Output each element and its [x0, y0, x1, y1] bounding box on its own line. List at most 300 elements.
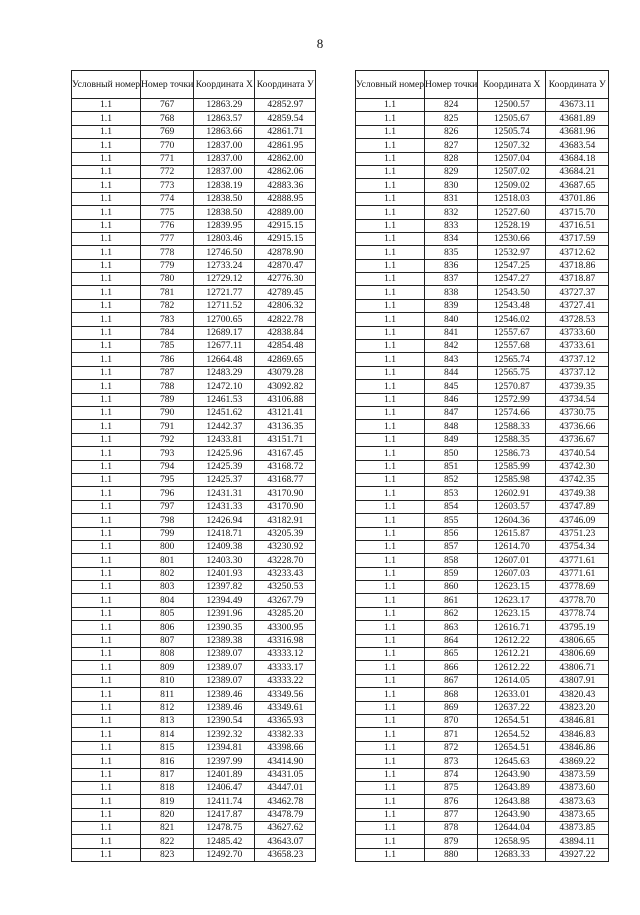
- cell-x: 12721.77: [194, 286, 255, 299]
- cell-code: 1.1: [356, 634, 425, 647]
- cell-x: 12616.71: [478, 621, 546, 634]
- cell-x: 12837.00: [194, 152, 255, 165]
- cell-point-number: 867: [425, 674, 478, 687]
- cell-y: 43333.22: [255, 674, 316, 687]
- cell-code: 1.1: [356, 795, 425, 808]
- cell-x: 12483.29: [194, 366, 255, 379]
- cell-code: 1.1: [356, 125, 425, 138]
- cell-code: 1.1: [356, 540, 425, 553]
- cell-x: 12433.81: [194, 433, 255, 446]
- cell-code: 1.1: [356, 514, 425, 527]
- table-row: [356, 380, 609, 393]
- table-row: [356, 152, 609, 165]
- cell-code: 1.1: [72, 554, 141, 567]
- cell-point-number: 768: [141, 112, 194, 125]
- cell-point-number: 827: [425, 139, 478, 152]
- cell-x: 12431.31: [194, 487, 255, 500]
- cell-code: 1.1: [356, 139, 425, 152]
- cell-x: 12394.81: [194, 741, 255, 754]
- table-row: [356, 326, 609, 339]
- table-row: [72, 848, 316, 861]
- cell-y: 43730.75: [546, 406, 609, 419]
- table-row: [72, 273, 316, 286]
- cell-point-number: 828: [425, 152, 478, 165]
- cell-x: 12485.42: [194, 835, 255, 848]
- cell-code: 1.1: [356, 165, 425, 178]
- cell-y: 43627.62: [255, 822, 316, 835]
- cell-y: 43684.18: [546, 152, 609, 165]
- table-body-right: [356, 99, 609, 862]
- cell-point-number: 804: [141, 594, 194, 607]
- cell-x: 12643.90: [478, 808, 546, 821]
- cell-x: 12644.04: [478, 822, 546, 835]
- cell-y: 43740.54: [546, 447, 609, 460]
- cell-code: 1.1: [72, 701, 141, 714]
- cell-code: 1.1: [72, 326, 141, 339]
- cell-point-number: 770: [141, 139, 194, 152]
- cell-x: 12518.03: [478, 192, 546, 205]
- table-row: [356, 540, 609, 553]
- cell-x: 12547.25: [478, 259, 546, 272]
- cell-x: 12588.35: [478, 433, 546, 446]
- cell-code: 1.1: [72, 567, 141, 580]
- cell-y: 43736.66: [546, 420, 609, 433]
- table-row: [356, 741, 609, 754]
- cell-y: 43771.61: [546, 567, 609, 580]
- cell-x: 12612.21: [478, 648, 546, 661]
- cell-x: 12677.11: [194, 340, 255, 353]
- cell-point-number: 769: [141, 125, 194, 138]
- cell-point-number: 792: [141, 433, 194, 446]
- cell-x: 12602.91: [478, 487, 546, 500]
- cell-point-number: 861: [425, 594, 478, 607]
- cell-y: 42861.71: [255, 125, 316, 138]
- cell-code: 1.1: [356, 554, 425, 567]
- table-row: [356, 500, 609, 513]
- cell-point-number: 818: [141, 781, 194, 794]
- cell-y: 42776.30: [255, 273, 316, 286]
- cell-x: 12418.71: [194, 527, 255, 540]
- table-row: [356, 206, 609, 219]
- header-x: Координата Х: [194, 71, 255, 99]
- cell-y: 43365.93: [255, 714, 316, 727]
- cell-x: 12527.60: [478, 206, 546, 219]
- cell-x: 12643.90: [478, 768, 546, 781]
- table-row: [356, 165, 609, 178]
- cell-point-number: 783: [141, 313, 194, 326]
- cell-x: 12543.50: [478, 286, 546, 299]
- cell-y: 43683.54: [546, 139, 609, 152]
- cell-point-number: 844: [425, 366, 478, 379]
- cell-point-number: 780: [141, 273, 194, 286]
- cell-code: 1.1: [72, 634, 141, 647]
- cell-point-number: 880: [425, 848, 478, 861]
- cell-x: 12507.32: [478, 139, 546, 152]
- table-row: [356, 366, 609, 379]
- coordinates-table-right: [355, 70, 609, 862]
- cell-y: 43718.86: [546, 259, 609, 272]
- cell-y: 43687.65: [546, 179, 609, 192]
- cell-y: 43167.45: [255, 447, 316, 460]
- cell-code: 1.1: [356, 232, 425, 245]
- cell-y: 43673.11: [546, 99, 609, 112]
- cell-y: 43092.82: [255, 380, 316, 393]
- cell-code: 1.1: [72, 340, 141, 353]
- cell-x: 12505.74: [478, 125, 546, 138]
- cell-y: 43806.69: [546, 648, 609, 661]
- cell-y: 43727.41: [546, 299, 609, 312]
- table-row: [72, 594, 316, 607]
- cell-x: 12391.96: [194, 607, 255, 620]
- table-row: [356, 714, 609, 727]
- cell-code: 1.1: [356, 206, 425, 219]
- cell-y: 43927.22: [546, 848, 609, 861]
- cell-y: 42861.95: [255, 139, 316, 152]
- cell-x: 12557.67: [478, 326, 546, 339]
- cell-code: 1.1: [72, 648, 141, 661]
- cell-y: 43205.39: [255, 527, 316, 540]
- cell-x: 12461.53: [194, 393, 255, 406]
- cell-point-number: 863: [425, 621, 478, 634]
- cell-x: 12572.99: [478, 393, 546, 406]
- cell-y: 43285.20: [255, 607, 316, 620]
- cell-point-number: 787: [141, 366, 194, 379]
- cell-y: 43228.70: [255, 554, 316, 567]
- table-row: [356, 219, 609, 232]
- cell-code: 1.1: [72, 728, 141, 741]
- cell-code: 1.1: [72, 420, 141, 433]
- cell-point-number: 775: [141, 206, 194, 219]
- cell-x: 12623.15: [478, 581, 546, 594]
- cell-point-number: 815: [141, 741, 194, 754]
- table-row: [356, 473, 609, 486]
- cell-point-number: 773: [141, 179, 194, 192]
- cell-x: 12532.97: [478, 246, 546, 259]
- cell-x: 12507.02: [478, 165, 546, 178]
- cell-y: 43658.23: [255, 848, 316, 861]
- table-row: [72, 246, 316, 259]
- cell-point-number: 823: [141, 848, 194, 861]
- cell-code: 1.1: [72, 273, 141, 286]
- cell-point-number: 786: [141, 353, 194, 366]
- table-row: [72, 755, 316, 768]
- cell-code: 1.1: [72, 741, 141, 754]
- table-row: [356, 808, 609, 821]
- table-row: [356, 527, 609, 540]
- cell-y: 43806.71: [546, 661, 609, 674]
- table-row: [72, 661, 316, 674]
- cell-point-number: 848: [425, 420, 478, 433]
- cell-y: 43727.37: [546, 286, 609, 299]
- cell-code: 1.1: [356, 219, 425, 232]
- cell-y: 43250.53: [255, 581, 316, 594]
- cell-point-number: 841: [425, 326, 478, 339]
- table-row: [72, 340, 316, 353]
- table-header-row: [72, 71, 316, 99]
- cell-point-number: 872: [425, 741, 478, 754]
- cell-y: 43846.81: [546, 714, 609, 727]
- cell-y: 43447.01: [255, 781, 316, 794]
- cell-code: 1.1: [356, 581, 425, 594]
- table-row: [72, 808, 316, 821]
- cell-point-number: 834: [425, 232, 478, 245]
- cell-code: 1.1: [356, 768, 425, 781]
- table-row: [72, 554, 316, 567]
- table-row: [72, 447, 316, 460]
- cell-point-number: 875: [425, 781, 478, 794]
- cell-code: 1.1: [356, 366, 425, 379]
- cell-y: 42915.15: [255, 232, 316, 245]
- table-row: [356, 755, 609, 768]
- cell-point-number: 822: [141, 835, 194, 848]
- cell-point-number: 791: [141, 420, 194, 433]
- cell-code: 1.1: [72, 219, 141, 232]
- cell-code: 1.1: [356, 393, 425, 406]
- cell-x: 12409.38: [194, 540, 255, 553]
- cell-y: 43681.89: [546, 112, 609, 125]
- cell-point-number: 790: [141, 406, 194, 419]
- cell-x: 12643.89: [478, 781, 546, 794]
- cell-point-number: 817: [141, 768, 194, 781]
- cell-code: 1.1: [356, 487, 425, 500]
- cell-x: 12614.05: [478, 674, 546, 687]
- cell-point-number: 838: [425, 286, 478, 299]
- table-row: [356, 447, 609, 460]
- cell-y: 43170.90: [255, 500, 316, 513]
- table-row: [72, 353, 316, 366]
- cell-y: 43715.70: [546, 206, 609, 219]
- cell-x: 12397.99: [194, 755, 255, 768]
- table-header-row: [356, 71, 609, 99]
- cell-y: 42852.97: [255, 99, 316, 112]
- cell-code: 1.1: [72, 179, 141, 192]
- cell-code: 1.1: [356, 755, 425, 768]
- cell-y: 43684.21: [546, 165, 609, 178]
- table-row: [356, 688, 609, 701]
- cell-point-number: 809: [141, 661, 194, 674]
- cell-y: 42862.06: [255, 165, 316, 178]
- table-row: [356, 768, 609, 781]
- cell-y: 43778.69: [546, 581, 609, 594]
- cell-y: 43795.19: [546, 621, 609, 634]
- cell-x: 12546.02: [478, 313, 546, 326]
- cell-code: 1.1: [72, 299, 141, 312]
- table-row: [356, 835, 609, 848]
- table-row: [356, 433, 609, 446]
- cell-code: 1.1: [356, 781, 425, 794]
- cell-x: 12431.33: [194, 500, 255, 513]
- cell-point-number: 858: [425, 554, 478, 567]
- cell-point-number: 794: [141, 460, 194, 473]
- cell-code: 1.1: [72, 487, 141, 500]
- table-row: [72, 165, 316, 178]
- cell-code: 1.1: [72, 607, 141, 620]
- cell-y: 43778.74: [546, 607, 609, 620]
- cell-x: 12492.70: [194, 848, 255, 861]
- cell-point-number: 860: [425, 581, 478, 594]
- cell-x: 12604.36: [478, 514, 546, 527]
- table-row: [356, 192, 609, 205]
- cell-code: 1.1: [72, 808, 141, 821]
- table-row: [356, 822, 609, 835]
- cell-code: 1.1: [356, 567, 425, 580]
- cell-x: 12389.46: [194, 701, 255, 714]
- cell-y: 43754.34: [546, 540, 609, 553]
- cell-y: 43742.30: [546, 460, 609, 473]
- cell-code: 1.1: [72, 380, 141, 393]
- cell-x: 12607.03: [478, 567, 546, 580]
- cell-y: 43873.60: [546, 781, 609, 794]
- cell-x: 12500.57: [478, 99, 546, 112]
- cell-y: 43478.79: [255, 808, 316, 821]
- table-row: [356, 139, 609, 152]
- cell-y: 43739.35: [546, 380, 609, 393]
- table-row: [72, 192, 316, 205]
- table-row: [72, 259, 316, 272]
- cell-code: 1.1: [72, 661, 141, 674]
- cell-point-number: 876: [425, 795, 478, 808]
- cell-x: 12623.15: [478, 607, 546, 620]
- cell-x: 12565.75: [478, 366, 546, 379]
- cell-point-number: 871: [425, 728, 478, 741]
- cell-x: 12425.37: [194, 473, 255, 486]
- cell-x: 12417.87: [194, 808, 255, 821]
- cell-x: 12389.38: [194, 634, 255, 647]
- cell-x: 12711.52: [194, 299, 255, 312]
- cell-point-number: 869: [425, 701, 478, 714]
- cell-y: 42822.78: [255, 313, 316, 326]
- cell-point-number: 854: [425, 500, 478, 513]
- cell-y: 43894.11: [546, 835, 609, 848]
- table-row: [72, 326, 316, 339]
- table-row: [72, 152, 316, 165]
- cell-point-number: 797: [141, 500, 194, 513]
- table-row: [72, 380, 316, 393]
- table-row: [72, 607, 316, 620]
- table-row: [72, 714, 316, 727]
- cell-y: 43333.12: [255, 648, 316, 661]
- cell-x: 12838.50: [194, 192, 255, 205]
- table-row: [72, 139, 316, 152]
- cell-y: 43168.77: [255, 473, 316, 486]
- cell-code: 1.1: [72, 125, 141, 138]
- cell-y: 43873.59: [546, 768, 609, 781]
- cell-y: 43778.70: [546, 594, 609, 607]
- table-row: [356, 299, 609, 312]
- cell-code: 1.1: [72, 313, 141, 326]
- cell-point-number: 826: [425, 125, 478, 138]
- cell-y: 43079.28: [255, 366, 316, 379]
- cell-y: 43349.61: [255, 701, 316, 714]
- cell-point-number: 807: [141, 634, 194, 647]
- cell-point-number: 799: [141, 527, 194, 540]
- cell-point-number: 821: [141, 822, 194, 835]
- cell-code: 1.1: [72, 460, 141, 473]
- cell-y: 43701.86: [546, 192, 609, 205]
- table-row: [72, 835, 316, 848]
- cell-point-number: 873: [425, 755, 478, 768]
- cell-code: 1.1: [356, 674, 425, 687]
- cell-code: 1.1: [356, 420, 425, 433]
- table-row: [72, 206, 316, 219]
- cell-code: 1.1: [356, 500, 425, 513]
- cell-code: 1.1: [72, 755, 141, 768]
- cell-y: 43712.62: [546, 246, 609, 259]
- table-row: [356, 781, 609, 794]
- cell-y: 43151.71: [255, 433, 316, 446]
- cell-code: 1.1: [72, 688, 141, 701]
- cell-point-number: 839: [425, 299, 478, 312]
- cell-x: 12543.48: [478, 299, 546, 312]
- table-row: [356, 313, 609, 326]
- cell-code: 1.1: [72, 848, 141, 861]
- cell-x: 12509.02: [478, 179, 546, 192]
- table-row: [356, 848, 609, 861]
- table-row: [72, 433, 316, 446]
- cell-y: 43643.07: [255, 835, 316, 848]
- table-row: [356, 125, 609, 138]
- cell-x: 12401.93: [194, 567, 255, 580]
- table-row: [72, 795, 316, 808]
- table-row: [72, 179, 316, 192]
- cell-y: 42854.48: [255, 340, 316, 353]
- cell-point-number: 870: [425, 714, 478, 727]
- cell-code: 1.1: [356, 433, 425, 446]
- cell-x: 12451.62: [194, 406, 255, 419]
- cell-x: 12389.07: [194, 661, 255, 674]
- cell-code: 1.1: [356, 340, 425, 353]
- cell-y: 43718.87: [546, 273, 609, 286]
- cell-point-number: 835: [425, 246, 478, 259]
- cell-code: 1.1: [72, 112, 141, 125]
- cell-y: 43170.90: [255, 487, 316, 500]
- cell-y: 42838.84: [255, 326, 316, 339]
- table-row: [72, 621, 316, 634]
- cell-x: 12623.17: [478, 594, 546, 607]
- cell-x: 12803.46: [194, 232, 255, 245]
- cell-y: 43733.61: [546, 340, 609, 353]
- table-row: [72, 286, 316, 299]
- header-code: Условный номер: [72, 71, 141, 99]
- cell-point-number: 820: [141, 808, 194, 821]
- table-row: [356, 286, 609, 299]
- cell-point-number: 877: [425, 808, 478, 821]
- cell-code: 1.1: [72, 674, 141, 687]
- table-row: [72, 487, 316, 500]
- cell-point-number: 812: [141, 701, 194, 714]
- table-row: [72, 393, 316, 406]
- cell-x: 12863.29: [194, 99, 255, 112]
- cell-x: 12658.95: [478, 835, 546, 848]
- cell-x: 12612.22: [478, 634, 546, 647]
- cell-code: 1.1: [72, 527, 141, 540]
- cell-x: 12565.74: [478, 353, 546, 366]
- cell-y: 43869.22: [546, 755, 609, 768]
- cell-x: 12403.30: [194, 554, 255, 567]
- cell-point-number: 829: [425, 165, 478, 178]
- cell-x: 12837.00: [194, 165, 255, 178]
- cell-code: 1.1: [356, 527, 425, 540]
- cell-x: 12654.52: [478, 728, 546, 741]
- cell-x: 12863.66: [194, 125, 255, 138]
- coordinates-table-left: [71, 70, 316, 862]
- cell-point-number: 779: [141, 259, 194, 272]
- cell-y: 42862.00: [255, 152, 316, 165]
- cell-point-number: 801: [141, 554, 194, 567]
- table-row: [72, 634, 316, 647]
- cell-x: 12586.73: [478, 447, 546, 460]
- cell-x: 12389.07: [194, 648, 255, 661]
